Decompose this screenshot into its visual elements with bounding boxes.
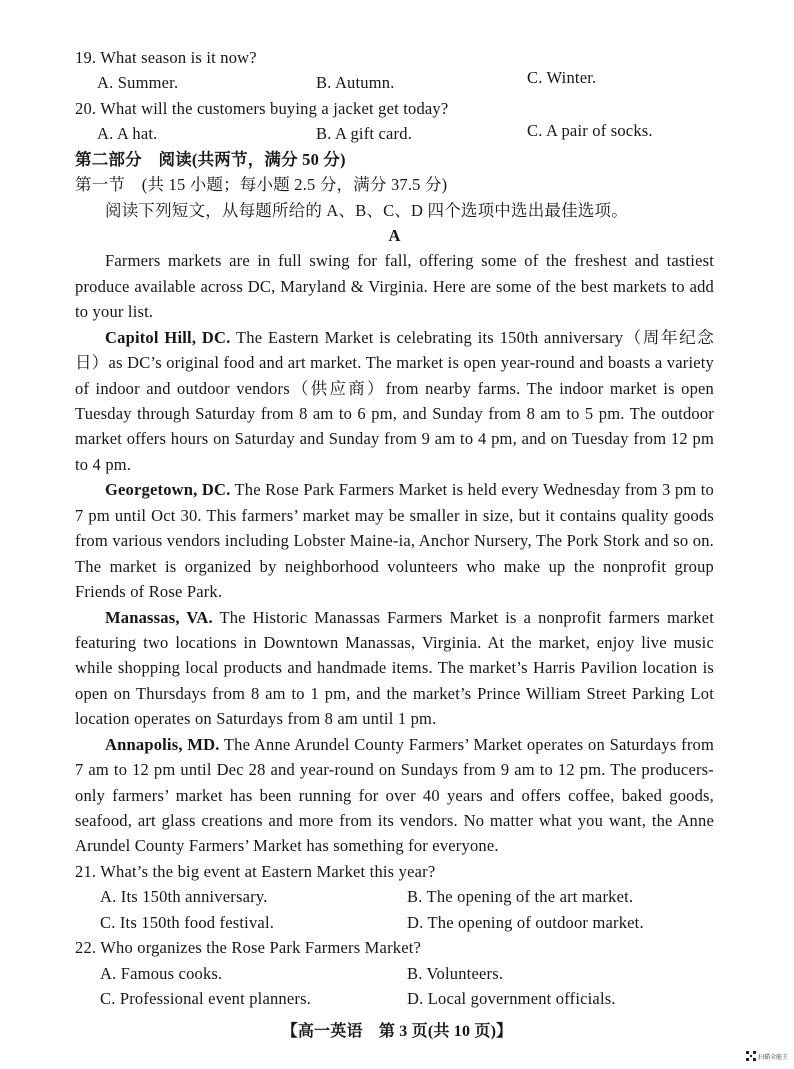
option-a: A. Famous cooks. — [100, 963, 223, 983]
paragraph-georgetown — [75, 477, 714, 604]
question-20-options — [75, 121, 714, 146]
paragraph-manassas — [75, 605, 714, 732]
paragraph-capitol-hill — [75, 325, 714, 478]
paragraph-text: The Historic Manassas Farmers Market is a nonprofit farmers market featuring two locations in Downtown Manassas, Virginia. At the market, enjoy live music while shopping local products and handmade items. The market’s Harris Pavilion location is open on Thursdays from 8 am to 1 pm, and the market’s Prince William Street Parking Lot location operates on Saturdays from 8 am until 1 pm. — [75, 607, 714, 729]
section-subsection-heading: 第一节 (共 15 小题；每小题 2.5 分，满分 37.5 分) — [75, 175, 448, 195]
paragraph-heading: Manassas, VA. — [105, 607, 213, 627]
paragraph-annapolis — [75, 732, 714, 859]
paragraph-heading: Georgetown, DC. — [105, 480, 231, 500]
question-21-stem: 21. What’s the big event at Eastern Market this year? — [75, 861, 436, 881]
question-19-stem: 19. What season is it now? — [75, 48, 257, 67]
paragraph-text: The Eastern Market is celebrating its 150th anniversary（周年纪念日）as DC’s original food and art market. The market is open year-round and boasts a variety of indoor and outdoor vendors（供应商）from nearby farms. The indoor market is open Tuesday through Saturday from 8 am to 6 pm, and Sunday from 8 am to 5 pm. The outdoor market offers hours on Saturday and Sunday from 9 am to 4 pm, and on Tuesday from 12 pm to 4 pm. — [75, 327, 714, 474]
option-a: A. Its 150th anniversary. — [100, 887, 268, 907]
option-b: B. Volunteers. — [407, 963, 504, 983]
passage-label: A — [388, 225, 401, 245]
section-instruction: 阅读下列短文，从每题所给的 A、B、C、D 四个选项中选出最佳选项。 — [105, 200, 628, 220]
question-21-options-row-1 — [75, 884, 714, 909]
scanner-watermark — [746, 1050, 788, 1062]
question-20-stem: 20. What will the customers buying a jacket get today? — [75, 98, 449, 118]
option-a: A. Summer. — [97, 73, 179, 93]
scanner-watermark-text: 扫描全能王 — [758, 1053, 789, 1061]
option-c: C. Its 150th food festival. — [100, 912, 275, 932]
option-d: D. Local government officials. — [407, 988, 616, 1008]
option-d: D. The opening of outdoor market. — [407, 912, 644, 932]
option-c: C. Winter. — [527, 68, 597, 88]
section-part-heading: 第二部分 阅读(共两节，满分 50 分) — [75, 149, 346, 169]
option-c: C. A pair of socks. — [527, 121, 653, 141]
option-b: B. Autumn. — [316, 73, 395, 93]
question-22-options-row-1 — [75, 961, 714, 986]
page-content — [75, 45, 714, 1011]
paragraph-text: The Rose Park Farmers Market is held every Wednesday from 3 pm to 7 pm until Oct 30. This farmers’ market may be smaller in size, but it contains quality goods from various vendors including Lobster Maine-ia, Anchor Nursery, The Pork Stork and so on. The market is organized by neighborhood volunteers who make up the nonprofit group Friends of Rose Park. — [75, 480, 714, 602]
option-c: C. Professional event planners. — [100, 988, 312, 1008]
page-footer: 【高一英语 第 3 页(共 10 页)】 — [281, 1023, 513, 1040]
paragraph-text: The Anne Arundel County Farmers’ Market operates on Saturdays from 7 am to 12 pm until Dec 28 and year-round on Sundays from 9 am to 12 pm. The producers-only farmers’ market has been running for over 40 years and offers coffee, baked goods, seafood, art glass creations and more from its vendors. No matter what you want, the Anne Arundel County Farmers’ Market has something for everyone. — [75, 734, 714, 856]
scanner-logo-icon — [746, 1051, 756, 1061]
paragraph-heading: Annapolis, MD. — [105, 734, 220, 754]
question-19-options — [75, 70, 714, 95]
question-22-stem: 22. Who organizes the Rose Park Farmers Market? — [75, 938, 422, 958]
question-21-options-row-2 — [75, 910, 714, 935]
option-b: B. The opening of the art market. — [407, 887, 634, 907]
paragraph-heading: Capitol Hill, DC. — [105, 327, 231, 347]
question-22-options-row-2 — [75, 986, 714, 1011]
option-a: A. A hat. — [97, 124, 158, 144]
option-b: B. A gift card. — [316, 124, 413, 144]
passage-intro: Farmers markets are in full swing for fall, offering some of the freshest and tastiest produce available across DC, Maryland & Virginia. Here are some of the best markets to add to your list. — [75, 251, 714, 322]
